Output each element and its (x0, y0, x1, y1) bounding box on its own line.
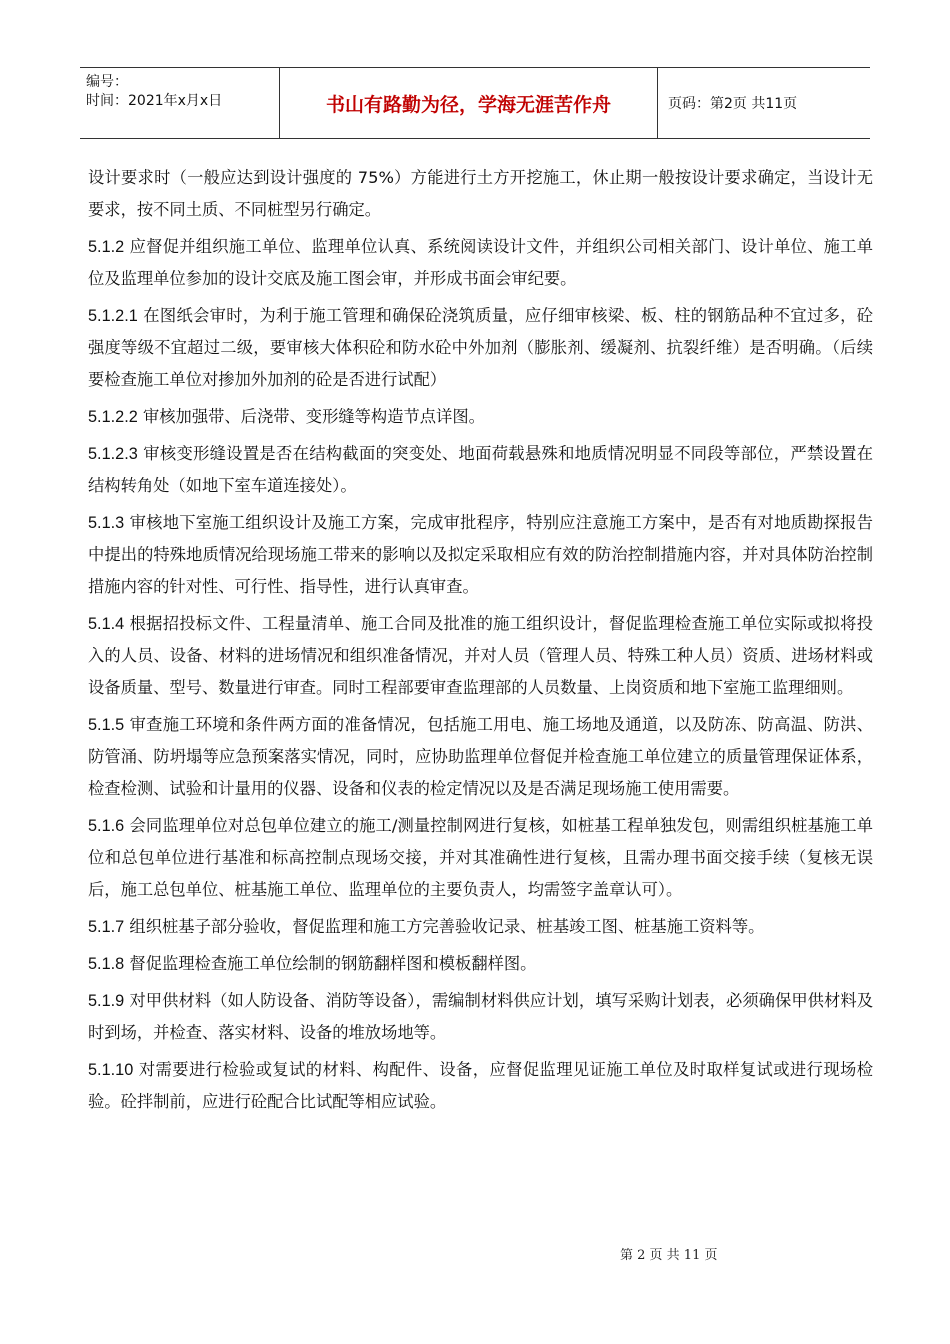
header-motto: 书山有路勤为径，学海无涯苦作舟 (280, 68, 658, 138)
paragraph (88, 1054, 873, 1118)
page-header (80, 67, 870, 139)
paragraph (88, 401, 873, 433)
section-number: 5.1.4 (88, 615, 125, 633)
paragraph-text: 组织桩基子部分验收，督促监理和施工方完善验收记录、桩基竣工图、桩基施工资料等。 (129, 917, 765, 936)
paragraph (88, 911, 873, 943)
header-meta (80, 68, 280, 138)
paragraph-text: 审查施工环境和条件两方面的准备情况，包括施工用电、施工场地及通道，以及防冻、防高温、防洪、防管涌、防坍塌等应急预案落实情况，同时，应协助监理单位督促并检查施工单位建立的质量管理保证体系，检查检测、试验和计量用的仪器、设备和仪表的检定情况以及是否满足现场施工使用需要。 (88, 715, 873, 798)
paragraph-text: 审核变形缝设置是否在结构截面的突变处、地面荷载悬殊和地质情况明显不同段等部位，严禁设置在结构转角处（如地下室车道连接处）。 (88, 444, 873, 495)
section-number: 5.1.6 (88, 817, 125, 835)
section-number: 5.1.7 (88, 918, 125, 936)
document-date: 时间：2021年x月x日 (86, 93, 223, 109)
paragraph-text: 在图纸会审时，为利于施工管理和确保砼浇筑质量，应仔细审核梁、板、柱的钢筋品种不宜过多，砼强度等级不宜超过二级，要审核大体积砼和防水砼中外加剂（膨胀剂、缓凝剂、抗裂纤维）是否明确。（后续要检查施工单位对掺加外加剂的砼是否进行试配） (88, 306, 873, 389)
header-page-number: 页码：第2页 共11页 (668, 96, 798, 112)
paragraph (88, 231, 873, 295)
section-number: 5.1.5 (88, 716, 125, 734)
paragraph (88, 438, 873, 502)
section-number: 5.1.10 (88, 1061, 134, 1079)
paragraph-text: 根据招投标文件、工程量清单、施工合同及批准的施工组织设计，督促监理检查施工单位实际或拟将投入的人员、设备、材料的进场情况和组织准备情况，并对人员（管理人员、特殊工种人员）资质、进场材料或设备质量、型号、数量进行审查。同时工程部要审查监理部的人员数量、上岗资质和地下室施工监理细则。 (88, 614, 873, 697)
paragraph-text: 审核地下室施工组织设计及施工方案，完成审批程序，特别应注意施工方案中，是否有对地质勘探报告中提出的特殊地质情况给现场施工带来的影响以及拟定采取相应有效的防治控制措施内容，并对具体防治控制措施内容的针对性、可行性、指导性，进行认真审查。 (88, 513, 873, 596)
page-footer: 第 2 页 共 11 页 (620, 1248, 718, 1263)
document-number-label: 编号： (86, 74, 128, 90)
section-number: 5.1.2.3 (88, 445, 138, 463)
paragraph (88, 709, 873, 805)
paragraph (88, 162, 873, 226)
paragraph (88, 985, 873, 1049)
paragraph-text: 审核加强带、后浇带、变形缝等构造节点详图。 (142, 407, 485, 426)
section-number: 5.1.8 (88, 955, 125, 973)
section-number: 5.1.2.1 (88, 307, 138, 325)
section-number: 5.1.2.2 (88, 408, 138, 426)
paragraph-text: 应督促并组织施工单位、监理单位认真、系统阅读设计文件，并组织公司相关部门、设计单位、施工单位及监理单位参加的设计交底及施工图会审，并形成书面会审纪要。 (88, 237, 873, 288)
section-number: 5.1.2 (88, 238, 125, 256)
paragraph-text: 督促监理检查施工单位绘制的钢筋翻样图和模板翻样图。 (129, 954, 537, 973)
paragraph-text: 对需要进行检验或复试的材料、构配件、设备，应督促监理见证施工单位及时取样复试或进行现场检验。砼拌制前，应进行砼配合比试配等相应试验。 (88, 1060, 873, 1111)
paragraph (88, 608, 873, 704)
paragraph-text: 对甲供材料（如人防设备、消防等设备），需编制材料供应计划，填写采购计划表，必须确保甲供材料及时到场，并检查、落实材料、设备的堆放场地等。 (88, 991, 873, 1042)
section-number: 5.1.3 (88, 514, 125, 532)
paragraph (88, 810, 873, 906)
paragraph (88, 300, 873, 396)
section-number: 5.1.9 (88, 992, 125, 1010)
paragraph (88, 507, 873, 603)
paragraph-text: 会同监理单位对总包单位建立的施工/测量控制网进行复核，如桩基工程单独发包，则需组织桩基施工单位和总包单位进行基准和标高控制点现场交接，并对其准确性进行复核，且需办理书面交接手续（复核无误后，施工总包单位、桩基施工单位、监理单位的主要负责人，均需签字盖章认可）。 (88, 816, 873, 899)
paragraph-text: 设计要求时（一般应达到设计强度的 75%）方能进行土方开挖施工，休止期一般按设计要求确定，当设计无要求，按不同土质、不同桩型另行确定。 (88, 168, 873, 219)
document-body (88, 162, 873, 1123)
paragraph (88, 948, 873, 980)
